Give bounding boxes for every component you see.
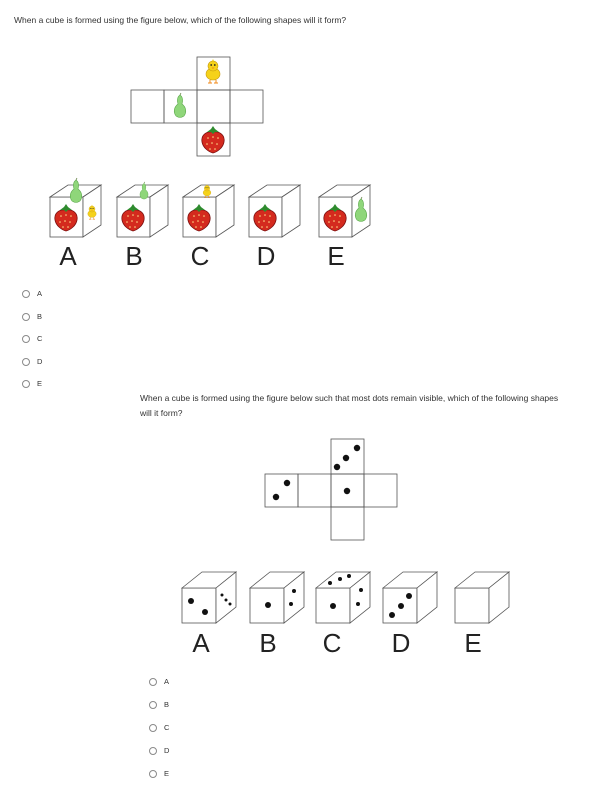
cube-option-d [249, 185, 300, 237]
question-1-text: When a cube is formed using the figure below, which of the following shapes will it form? [14, 15, 347, 25]
dot-icon [273, 494, 279, 500]
option-label: B [164, 700, 170, 709]
dot-icon [328, 581, 332, 585]
dice-option-e [455, 572, 509, 623]
option-label: A [37, 289, 43, 298]
dot-icon [344, 488, 350, 494]
dot-icon [389, 612, 395, 618]
net-face-bottom [331, 507, 364, 540]
net-face-center [197, 90, 230, 123]
net-face-left [131, 90, 164, 123]
net-face-left [265, 474, 298, 507]
answer-letter: C [322, 628, 342, 658]
dot-icon [359, 588, 363, 592]
dot-icon [292, 589, 296, 593]
chick-icon [206, 59, 220, 83]
answer-letter: E [327, 241, 345, 271]
q1-option-c[interactable] [22, 334, 42, 343]
option-label: C [37, 334, 43, 343]
radio-button[interactable] [22, 290, 30, 298]
answer-letter: E [464, 628, 482, 658]
dot-icon [354, 445, 360, 451]
q2-option-c[interactable] [149, 723, 169, 732]
answer-letter: A [192, 628, 210, 658]
answer-letter: C [190, 241, 210, 271]
dot-icon [202, 609, 208, 615]
q2-option-b[interactable] [149, 700, 169, 709]
dot-icon [338, 577, 342, 581]
radio-button[interactable] [22, 380, 30, 388]
option-label: D [37, 357, 43, 366]
dot-icon [289, 602, 293, 606]
cube-net-2 [265, 439, 397, 540]
radio-button[interactable] [149, 678, 157, 686]
dot-icon [334, 464, 340, 470]
q1-option-d[interactable] [22, 357, 42, 366]
q1-option-b[interactable] [22, 312, 42, 321]
dice-option-a [182, 572, 236, 623]
net-face-right [364, 474, 397, 507]
answer-letter: D [256, 241, 276, 271]
q2-option-e[interactable] [149, 769, 169, 778]
option-label: D [164, 746, 170, 755]
option-label: E [164, 769, 170, 778]
dot-icon [229, 603, 232, 606]
dot-icon [356, 602, 360, 606]
q1-option-a[interactable] [22, 289, 42, 298]
radio-button[interactable] [149, 770, 157, 778]
radio-button[interactable] [149, 747, 157, 755]
answer-letter: B [125, 241, 143, 271]
radio-button[interactable] [22, 335, 30, 343]
option-label: B [37, 312, 43, 321]
pear-icon [174, 93, 185, 118]
dot-icon [343, 455, 349, 461]
dot-icon [406, 593, 412, 599]
q1-option-e[interactable] [22, 379, 42, 388]
net-dots [273, 445, 360, 500]
radio-button[interactable] [22, 358, 30, 366]
dot-icon [188, 598, 194, 604]
radio-button[interactable] [149, 724, 157, 732]
option-label: A [164, 677, 170, 686]
radio-button[interactable] [149, 701, 157, 709]
dice-option-b [250, 572, 304, 623]
radio-button[interactable] [22, 313, 30, 321]
strawberry-icon [202, 126, 224, 153]
dot-icon [225, 599, 228, 602]
answer-letter: D [391, 628, 411, 658]
dot-icon [221, 594, 224, 597]
option-label: E [37, 379, 43, 388]
answer-letter: B [259, 628, 277, 658]
dot-icon [330, 603, 336, 609]
question-2-text: When a cube is formed using the figure below such that most dots remain visible, which of the following shapes will it form? [140, 393, 559, 418]
dot-icon [284, 480, 290, 486]
net-face-right [230, 90, 263, 123]
dot-icon [398, 603, 404, 609]
dice-option-c [316, 572, 370, 623]
cube-net-1 [131, 57, 263, 156]
q2-option-a[interactable] [149, 677, 169, 686]
net-face-second [298, 474, 331, 507]
dot-icon [265, 602, 271, 608]
option-label: C [164, 723, 170, 732]
q2-option-d[interactable] [149, 746, 169, 755]
dot-icon [347, 574, 351, 578]
answer-letter: A [59, 241, 77, 271]
